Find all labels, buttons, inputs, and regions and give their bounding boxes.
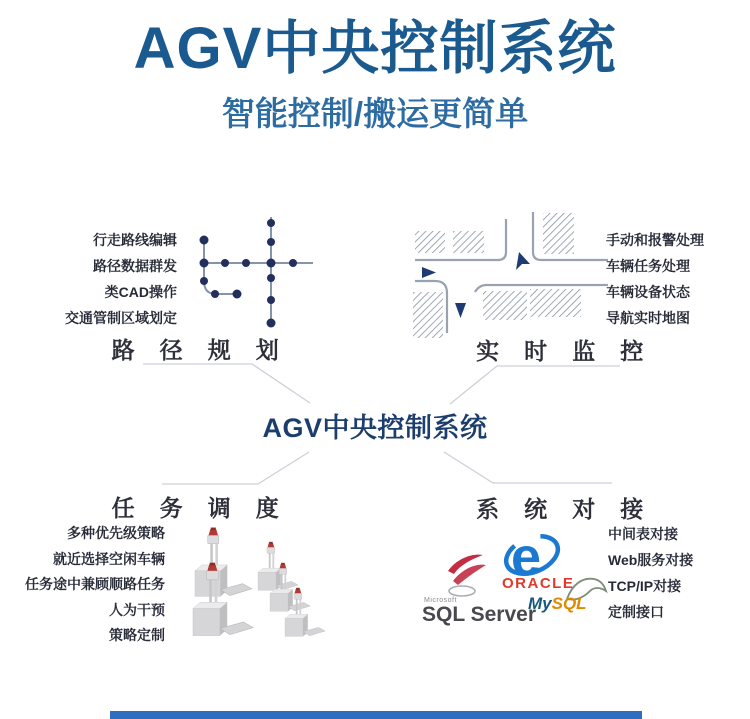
- mysql-sql-text: SQL: [551, 594, 587, 613]
- bullet-item: 策略定制: [109, 627, 165, 643]
- bullet-item: 车辆任务处理: [606, 258, 690, 274]
- connector-top-right: [450, 366, 620, 404]
- microsoft-wordmark: Microsoft: [424, 597, 457, 604]
- bullet-item: 就近选择空闲车辆: [53, 550, 165, 567]
- scheduling-bullet-list: [0, 521, 165, 649]
- agv-stacker-machines-image: [183, 515, 338, 649]
- mysql-my-text: My: [528, 594, 552, 613]
- bottom-accent-bar: [110, 711, 642, 719]
- integration-logos-group: [418, 527, 628, 649]
- bullet-item: 任务途中兼顾顺路任务: [25, 576, 165, 592]
- bullet-item: 多种优先级策略: [67, 525, 165, 541]
- arrow-cursor-icon: [516, 252, 530, 270]
- bullet-item: 定制接口: [608, 604, 664, 620]
- integration-bullet-list: [608, 521, 748, 625]
- route-map-diagram: [188, 203, 320, 333]
- connector-bottom-left: [162, 452, 309, 484]
- mysql-wordmark: [528, 594, 587, 614]
- realtime-monitoring-label: 实 时 监 控: [476, 339, 653, 364]
- connector-top-left: [143, 364, 310, 403]
- page-title: AGV中央控制系统: [133, 16, 617, 81]
- bullet-item: 类CAD操作: [104, 284, 177, 300]
- path-planning-label: 路 径 规 划: [111, 338, 289, 363]
- arrow-right-icon: [422, 267, 436, 278]
- sql-server-wordmark: SQL Server: [422, 603, 537, 626]
- bullet-item: 中间表对接: [608, 526, 678, 542]
- bullet-item: 路径数据群发: [93, 258, 177, 274]
- task-scheduling-label: 任 务 调 度: [111, 496, 289, 521]
- arrow-down-icon: [455, 303, 466, 318]
- oracle-wordmark: ORACLE: [502, 575, 575, 592]
- center-system-label: AGV中央控制系统: [262, 413, 488, 443]
- connector-bottom-right: [444, 452, 612, 483]
- bullet-item: 车辆设备状态: [606, 284, 690, 300]
- system-integration-label: 系 统 对 接: [476, 497, 653, 522]
- path-planning-bullet-list: [0, 227, 177, 331]
- bullet-item: 导航实时地图: [606, 310, 690, 326]
- page-subtitle: 智能控制/搬运更简单: [221, 95, 529, 132]
- bullet-item: 交通管制区域划定: [65, 310, 177, 326]
- bullet-item: Web服务对接: [608, 552, 694, 568]
- svg-text:e: e: [511, 527, 542, 587]
- bullet-item: TCP/IP对接: [608, 578, 682, 594]
- monitoring-bullet-list: [606, 227, 746, 331]
- bullet-item: 人为干预: [109, 601, 165, 618]
- traffic-map-diagram: [403, 211, 608, 343]
- bullet-item: 行走路线编辑: [93, 232, 177, 248]
- sql-server-icon: [446, 553, 492, 597]
- bullet-item: 手动和报警处理: [606, 232, 704, 248]
